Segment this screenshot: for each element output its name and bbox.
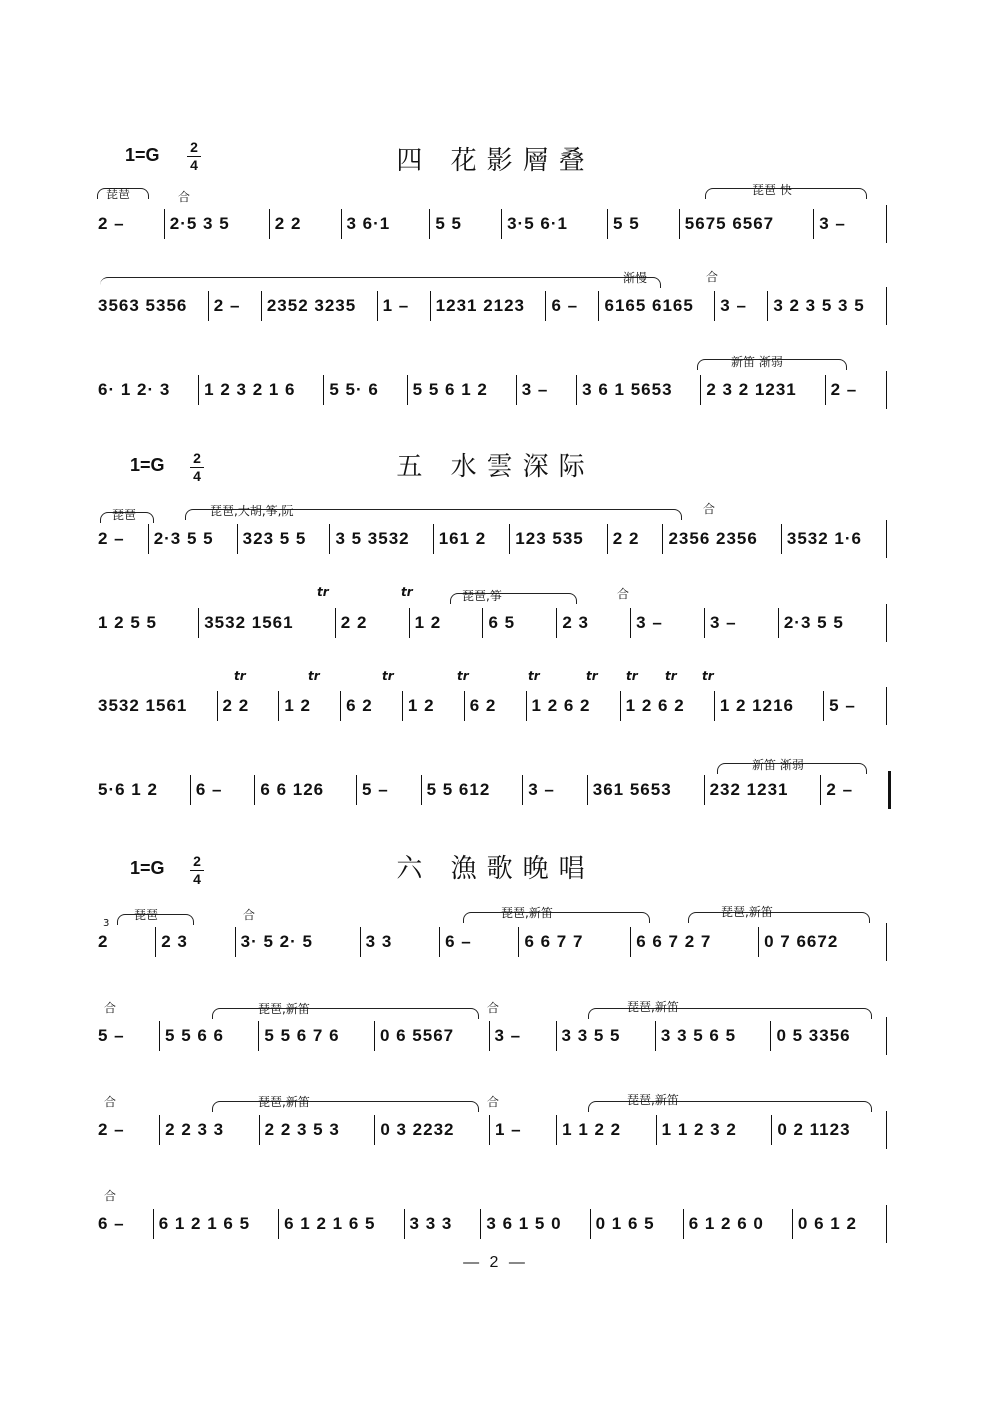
measure: 2 2 <box>269 209 341 239</box>
measure: 3 6·1 <box>341 209 430 239</box>
measure: 3 – <box>489 1021 556 1051</box>
annotation: 合 <box>487 1001 500 1015</box>
measure: 2 3 2 1231 <box>700 375 824 405</box>
measure: 3 6 1 5653 <box>576 375 700 405</box>
barline <box>886 371 888 409</box>
measure: 3 – <box>714 291 767 321</box>
measure: 2 – <box>98 1120 125 1139</box>
annotation: tr <box>626 669 638 683</box>
measure: 5 – <box>356 775 421 805</box>
annotation: 琵琶 <box>134 908 159 922</box>
annotation: 琵琶,大胡,筝,阮 <box>210 504 294 518</box>
measure: 2·5 3 5 <box>164 209 269 239</box>
measure: 2 – <box>208 291 261 321</box>
annotation: 琵琶,新笛 <box>627 1093 679 1107</box>
measure: 6 1 2 1 6 5 <box>153 1209 278 1239</box>
measure: 3 – <box>813 209 885 239</box>
measure: 3 3 5 5 <box>556 1021 655 1051</box>
measure: 2·3 5 5 <box>778 608 885 638</box>
measure: 6 2 <box>340 691 402 721</box>
measure: 6 6 126 <box>254 775 356 805</box>
measure: 3 – <box>522 775 587 805</box>
measure: 2 2 <box>607 524 663 554</box>
measure: 6· 1 2· 3 <box>98 380 171 399</box>
measure: 1 1 2 3 2 <box>656 1115 772 1145</box>
staff-line <box>93 291 885 321</box>
measure: 3532 1·6 <box>781 524 885 554</box>
time-signature <box>190 854 204 887</box>
annotation: 合 <box>617 587 630 601</box>
time-numerator: 2 <box>190 139 198 155</box>
annotation: 合 <box>104 1095 117 1109</box>
annotation: 琵琶,新笛 <box>627 1000 679 1014</box>
staff-line <box>93 608 885 638</box>
measure: 2 – <box>98 214 125 233</box>
measure: 1 1 2 2 <box>556 1115 656 1145</box>
measure: 3532 1561 <box>198 608 335 638</box>
staff-line <box>93 209 885 239</box>
measure: 1 2 1216 <box>714 691 823 721</box>
measure: 6 1 2 1 6 5 <box>278 1209 403 1239</box>
annotation: 合 <box>706 270 719 284</box>
measure: 6 2 <box>464 691 526 721</box>
measure: 2 3 <box>556 608 630 638</box>
measure: 2 – <box>820 775 885 805</box>
measure: 5675 6567 <box>679 209 813 239</box>
measure: 3 3 5 6 5 <box>655 1021 771 1051</box>
measure: 3 3 <box>360 927 439 957</box>
barline <box>886 1205 888 1243</box>
time-numerator: 2 <box>193 450 201 466</box>
annotation: 琵琶 <box>106 187 131 201</box>
measure: 2 2 3 3 <box>159 1115 259 1145</box>
annotation: tr <box>401 585 413 599</box>
measure: 2 2 3 5 3 <box>259 1115 375 1145</box>
measure: 0 1 6 5 <box>590 1209 683 1239</box>
measure: 2·3 5 5 <box>148 524 237 554</box>
annotation: 琵琶 快 <box>752 183 792 197</box>
measure: 3 2 3 5 3 5 <box>767 291 885 321</box>
measure: 0 6 5567 <box>374 1021 489 1051</box>
measure: 323 5 5 <box>237 524 330 554</box>
annotation: 新笛 渐弱 <box>752 758 804 772</box>
measure: 5 5 6 1 2 <box>407 375 516 405</box>
measure: 2356 2356 <box>662 524 780 554</box>
measure: 161 2 <box>433 524 510 554</box>
measure: 3 6 1 5 0 <box>480 1209 589 1239</box>
measure: 1 2 5 5 <box>98 613 157 632</box>
measure: 6 – <box>98 1214 125 1233</box>
measure: 3 3 3 <box>404 1209 481 1239</box>
barline <box>886 923 888 961</box>
key-signature: 1=G <box>130 455 165 475</box>
measure: 2352 3235 <box>261 291 377 321</box>
measure: 5 5 <box>607 209 679 239</box>
measure: 1 – <box>377 291 430 321</box>
measure: 6 – <box>439 927 518 957</box>
annotation: tr <box>702 669 714 683</box>
annotation: 合 <box>104 1189 117 1203</box>
measure: 1 2 <box>409 608 483 638</box>
measure: 5 – <box>98 1026 125 1045</box>
time-denominator: 4 <box>193 871 201 887</box>
time-denominator: 4 <box>193 468 201 484</box>
measure: 5 5 <box>429 209 501 239</box>
measure: 5 – <box>823 691 885 721</box>
key-signature: 1=G <box>130 858 165 878</box>
measure: 3 5 3532 <box>329 524 432 554</box>
annotation: 琵琶,新笛 <box>258 1095 310 1109</box>
section-title-text: 四 花影層叠 <box>396 146 595 176</box>
measure: 6 6 7 7 <box>518 927 630 957</box>
measure: 0 6 1 2 <box>792 1209 885 1239</box>
measure: 232 1231 <box>704 775 821 805</box>
measure: 6 – <box>545 291 598 321</box>
time-signature <box>190 451 204 484</box>
staff-line <box>93 927 885 957</box>
staff-line <box>93 524 885 554</box>
annotation: 3 <box>103 918 110 929</box>
barline <box>886 687 888 725</box>
measure: 5·6 1 2 <box>98 780 158 799</box>
annotation: tr <box>234 669 246 683</box>
annotation: tr <box>528 669 540 683</box>
barline <box>886 287 888 325</box>
measure: 2 2 <box>217 691 279 721</box>
final-barline <box>888 771 891 809</box>
measure: 1 2 <box>278 691 340 721</box>
annotation: tr <box>586 669 598 683</box>
measure: 3 – <box>704 608 778 638</box>
measure: 5 5 6 6 <box>159 1021 258 1051</box>
staff-line <box>93 1021 885 1051</box>
measure: 6 – <box>190 775 255 805</box>
measure: 1 2 <box>402 691 464 721</box>
measure: 2 2 <box>335 608 409 638</box>
time-signature <box>187 140 201 173</box>
measure: 123 535 <box>509 524 607 554</box>
measure: 0 5 3356 <box>770 1021 885 1051</box>
measure: 3 – <box>516 375 576 405</box>
measure: 3563 5356 <box>98 296 188 315</box>
annotation: tr <box>382 669 394 683</box>
annotation: 合 <box>104 1001 117 1015</box>
measure: 5 5· 6 <box>323 375 406 405</box>
measure: 3532 1561 <box>98 696 188 715</box>
measure: 2 3 <box>155 927 234 957</box>
staff-line <box>93 1209 885 1239</box>
page-number: — 2 — <box>463 1254 528 1271</box>
measure: 0 3 2232 <box>374 1115 489 1145</box>
annotation: 琵琶,新笛 <box>721 905 773 919</box>
measure: 6 1 2 6 0 <box>683 1209 792 1239</box>
annotation: 合 <box>487 1095 500 1109</box>
measure: 1 2 6 2 <box>526 691 620 721</box>
measure: 6 6 7 2 7 <box>630 927 758 957</box>
measure: 6165 6165 <box>598 291 714 321</box>
barline <box>886 1111 888 1149</box>
annotation: tr <box>317 585 329 599</box>
measure: 0 2 1123 <box>771 1115 885 1145</box>
key-signature: 1=G <box>125 145 160 165</box>
time-numerator: 2 <box>193 853 201 869</box>
measure: 1 2 3 2 1 6 <box>198 375 323 405</box>
annotation: 合 <box>243 908 256 922</box>
section-title-text: 六 漁歌晚唱 <box>396 854 595 884</box>
annotation: 合 <box>703 502 716 516</box>
measure: 2 <box>98 932 109 951</box>
measure: 3· 5 2· 5 <box>235 927 360 957</box>
annotation: 新笛 渐弱 <box>731 355 783 369</box>
annotation: 渐慢 <box>623 271 648 285</box>
measure: 1 – <box>489 1115 556 1145</box>
annotation: 琵琶,新笛 <box>258 1002 310 1016</box>
staff-line <box>93 775 885 805</box>
annotation: tr <box>308 669 320 683</box>
annotation: 琵琶,新笛 <box>501 906 553 920</box>
annotation: 合 <box>178 190 191 204</box>
measure: 5 5 612 <box>421 775 523 805</box>
staff-line <box>93 691 885 721</box>
staff-line <box>93 375 885 405</box>
annotation: tr <box>457 669 469 683</box>
measure: 1 2 6 2 <box>620 691 714 721</box>
annotation: 琵琶,筝 <box>462 589 502 603</box>
staff-line <box>93 1115 885 1145</box>
time-denominator: 4 <box>190 157 198 173</box>
measure: 2 – <box>98 529 125 548</box>
barline <box>886 604 888 642</box>
measure: 6 5 <box>482 608 556 638</box>
measure: 5 5 6 7 6 <box>258 1021 374 1051</box>
measure: 1231 2123 <box>430 291 546 321</box>
barline <box>886 1017 888 1055</box>
barline <box>886 520 888 558</box>
measure: 361 5653 <box>587 775 704 805</box>
measure: 3 – <box>630 608 704 638</box>
measure: 2 – <box>825 375 885 405</box>
measure: 0 7 6672 <box>758 927 885 957</box>
annotation: tr <box>665 669 677 683</box>
section-title-text: 五 水雲深际 <box>396 452 595 482</box>
annotation: 琵琶 <box>112 508 137 522</box>
barline <box>886 205 888 243</box>
measure: 3·5 6·1 <box>501 209 607 239</box>
